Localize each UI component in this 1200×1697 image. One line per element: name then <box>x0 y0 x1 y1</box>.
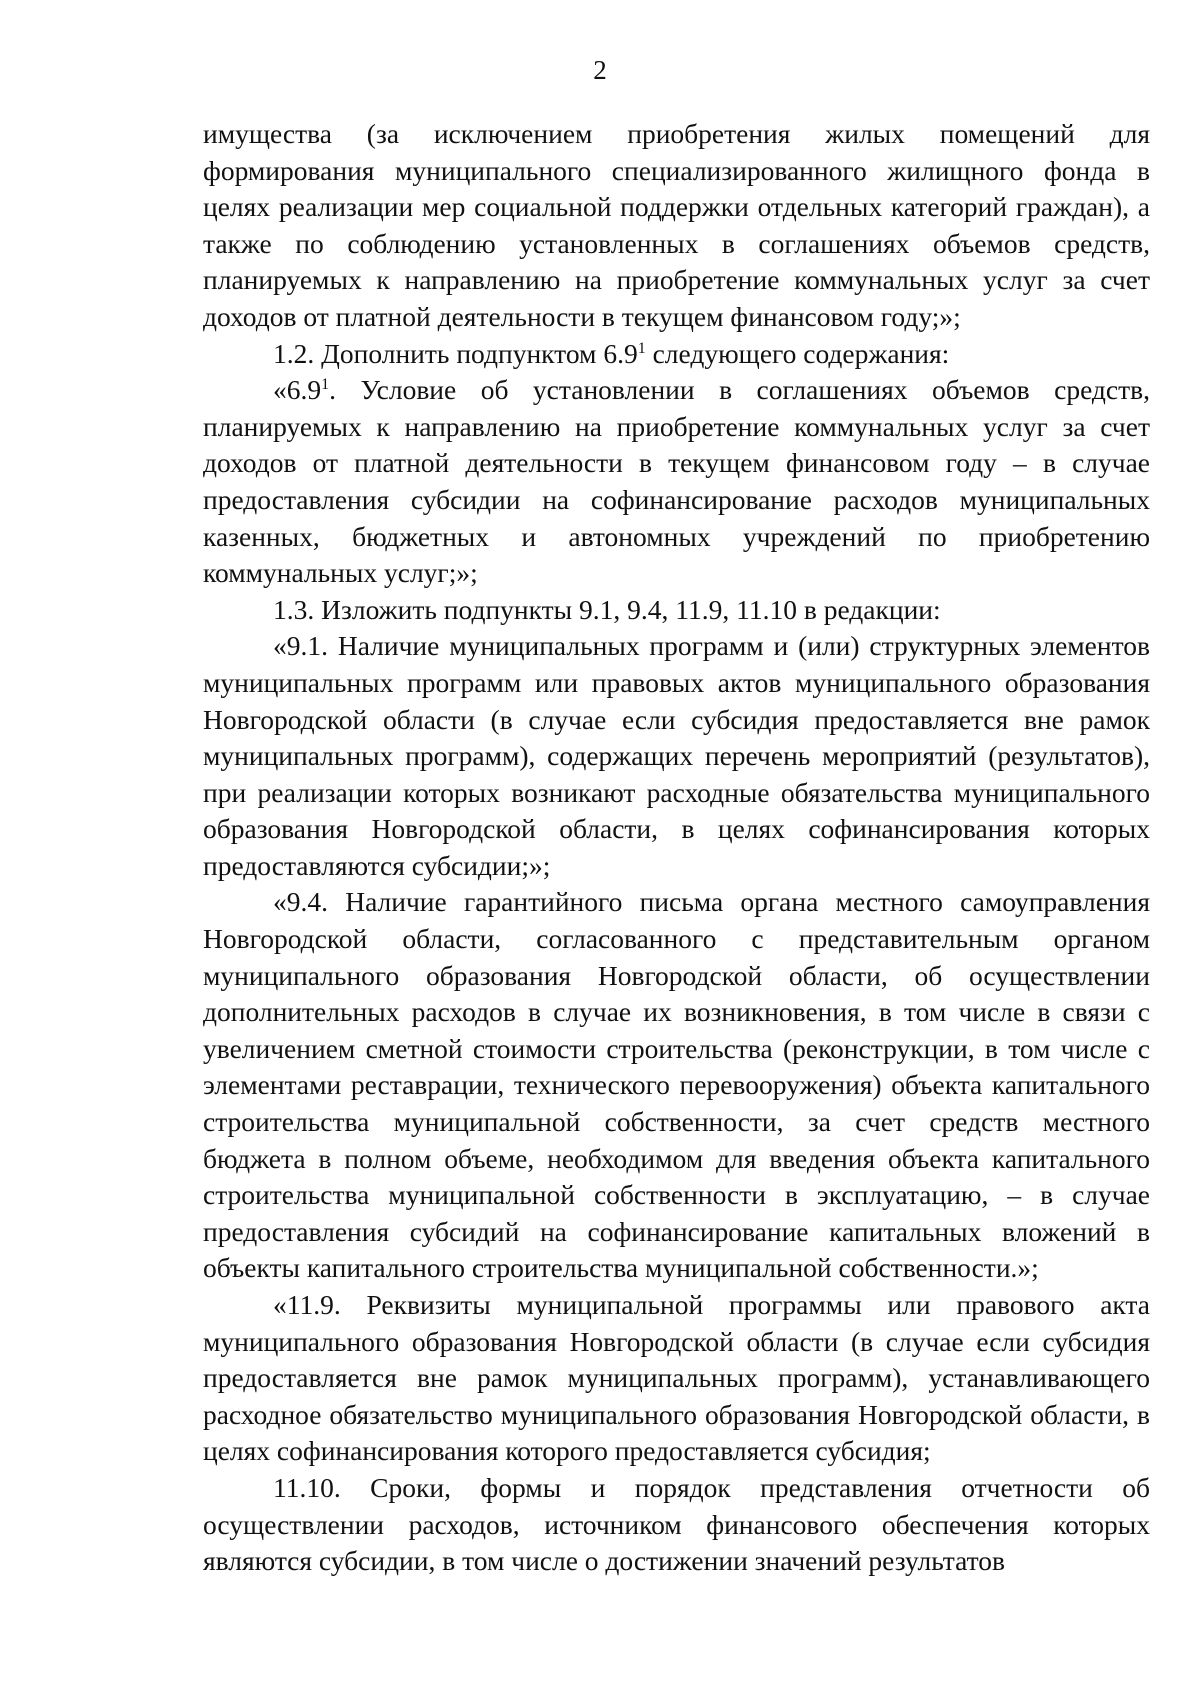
paragraph-1-2 <box>203 336 1150 373</box>
paragraph-9-1: «9.1. Наличие муниципальных программ и (или) структурных элементов муниципальных программ или правовых актов муниципального образования Новгородской области (в случае если субсидия предоставляется вне рамок муниципальных программ), содержащих перечень мероприятий (результатов), при реализации которых возникают расходные обязательства муниципального образования Новгородской области, в целях софинансирования которых предоставляются субсидии;»; <box>203 630 1150 881</box>
paragraph-11-10: 11.10. Сроки, формы и порядок представления отчетности об осуществлении расходов, источником финансового обеспечения которых являются субсидии, в том числе о достижении значений результатов <box>203 1471 1150 1577</box>
paragraph-1-2-text-before: 1.2. Дополнить подпунктом 6.9 <box>273 337 638 369</box>
paragraph-1-3: 1.3. Изложить подпункты 9.1, 9.4, 11.9, 11.10 в редакции: <box>273 593 941 625</box>
paragraph-property-continuation: имущества (за исключением приобретения жилых помещений для формирования муниципального специализированного жилищного фонда в целях реализации мер социальной поддержки отдельных категорий граждан), а также по соблюдению установленных в соглашениях объемов средств, планируемых к направлению на приобретение коммунальных услуг за счет доходов от платной деятельности в текущем финансовом году;»; <box>203 118 1150 332</box>
paragraph-6-9-1 <box>203 372 1150 592</box>
page-number: 2 <box>593 55 607 85</box>
superscript-1: 1 <box>321 376 330 394</box>
paragraph-6-9-1-text-after: . Условие об установлении в соглашениях объемов средств, планируемых к направлению на приобретение коммунальных услуг за счет доходов от платной деятельности в текущем финансовом году – в случае предоставления субсидии на софинансирование расходов муниципальных казенных, бюджетных и автономных учреждений по приобретению коммунальных услуг;»; <box>203 374 1150 589</box>
paragraph-9-4: «9.4. Наличие гарантийного письма органа местного самоуправления Новгородской области, согласованного с представительным органом муниципального образования Новгородской области, об осуществлении дополнительных расходов в случае их возникновения, в том числе в связи с увеличением сметной стоимости строительства (реконструкции, в том числе с элементами реставрации, технического перевооружения) объекта капитального строительства муниципальной собственности, за счет средств местного бюджета в полном объеме, необходимом для введения объекта капитального строительства муниципальной собственности в эксплуатацию, – в случае предоставления субсидий на софинансирование капитальных вложений в объекты капитального строительства муниципальной собственности.»; <box>203 886 1150 1284</box>
superscript-1: 1 <box>637 339 646 357</box>
paragraph-1-2-text-after: следующего содержания: <box>645 337 950 369</box>
paragraph-6-9-1-text-before: «6.9 <box>273 374 322 406</box>
document-body <box>203 116 1150 1580</box>
paragraph-11-9: «11.9. Реквизиты муниципальной программы или правового акта муниципального образования Новгородской области (в случае если субсидия предоставляется вне рамок муниципальных программ), устанавливающего расходное обязательство муниципального образования Новгородской области, в целях софинансирования которого предоставляется субсидия; <box>203 1289 1150 1467</box>
